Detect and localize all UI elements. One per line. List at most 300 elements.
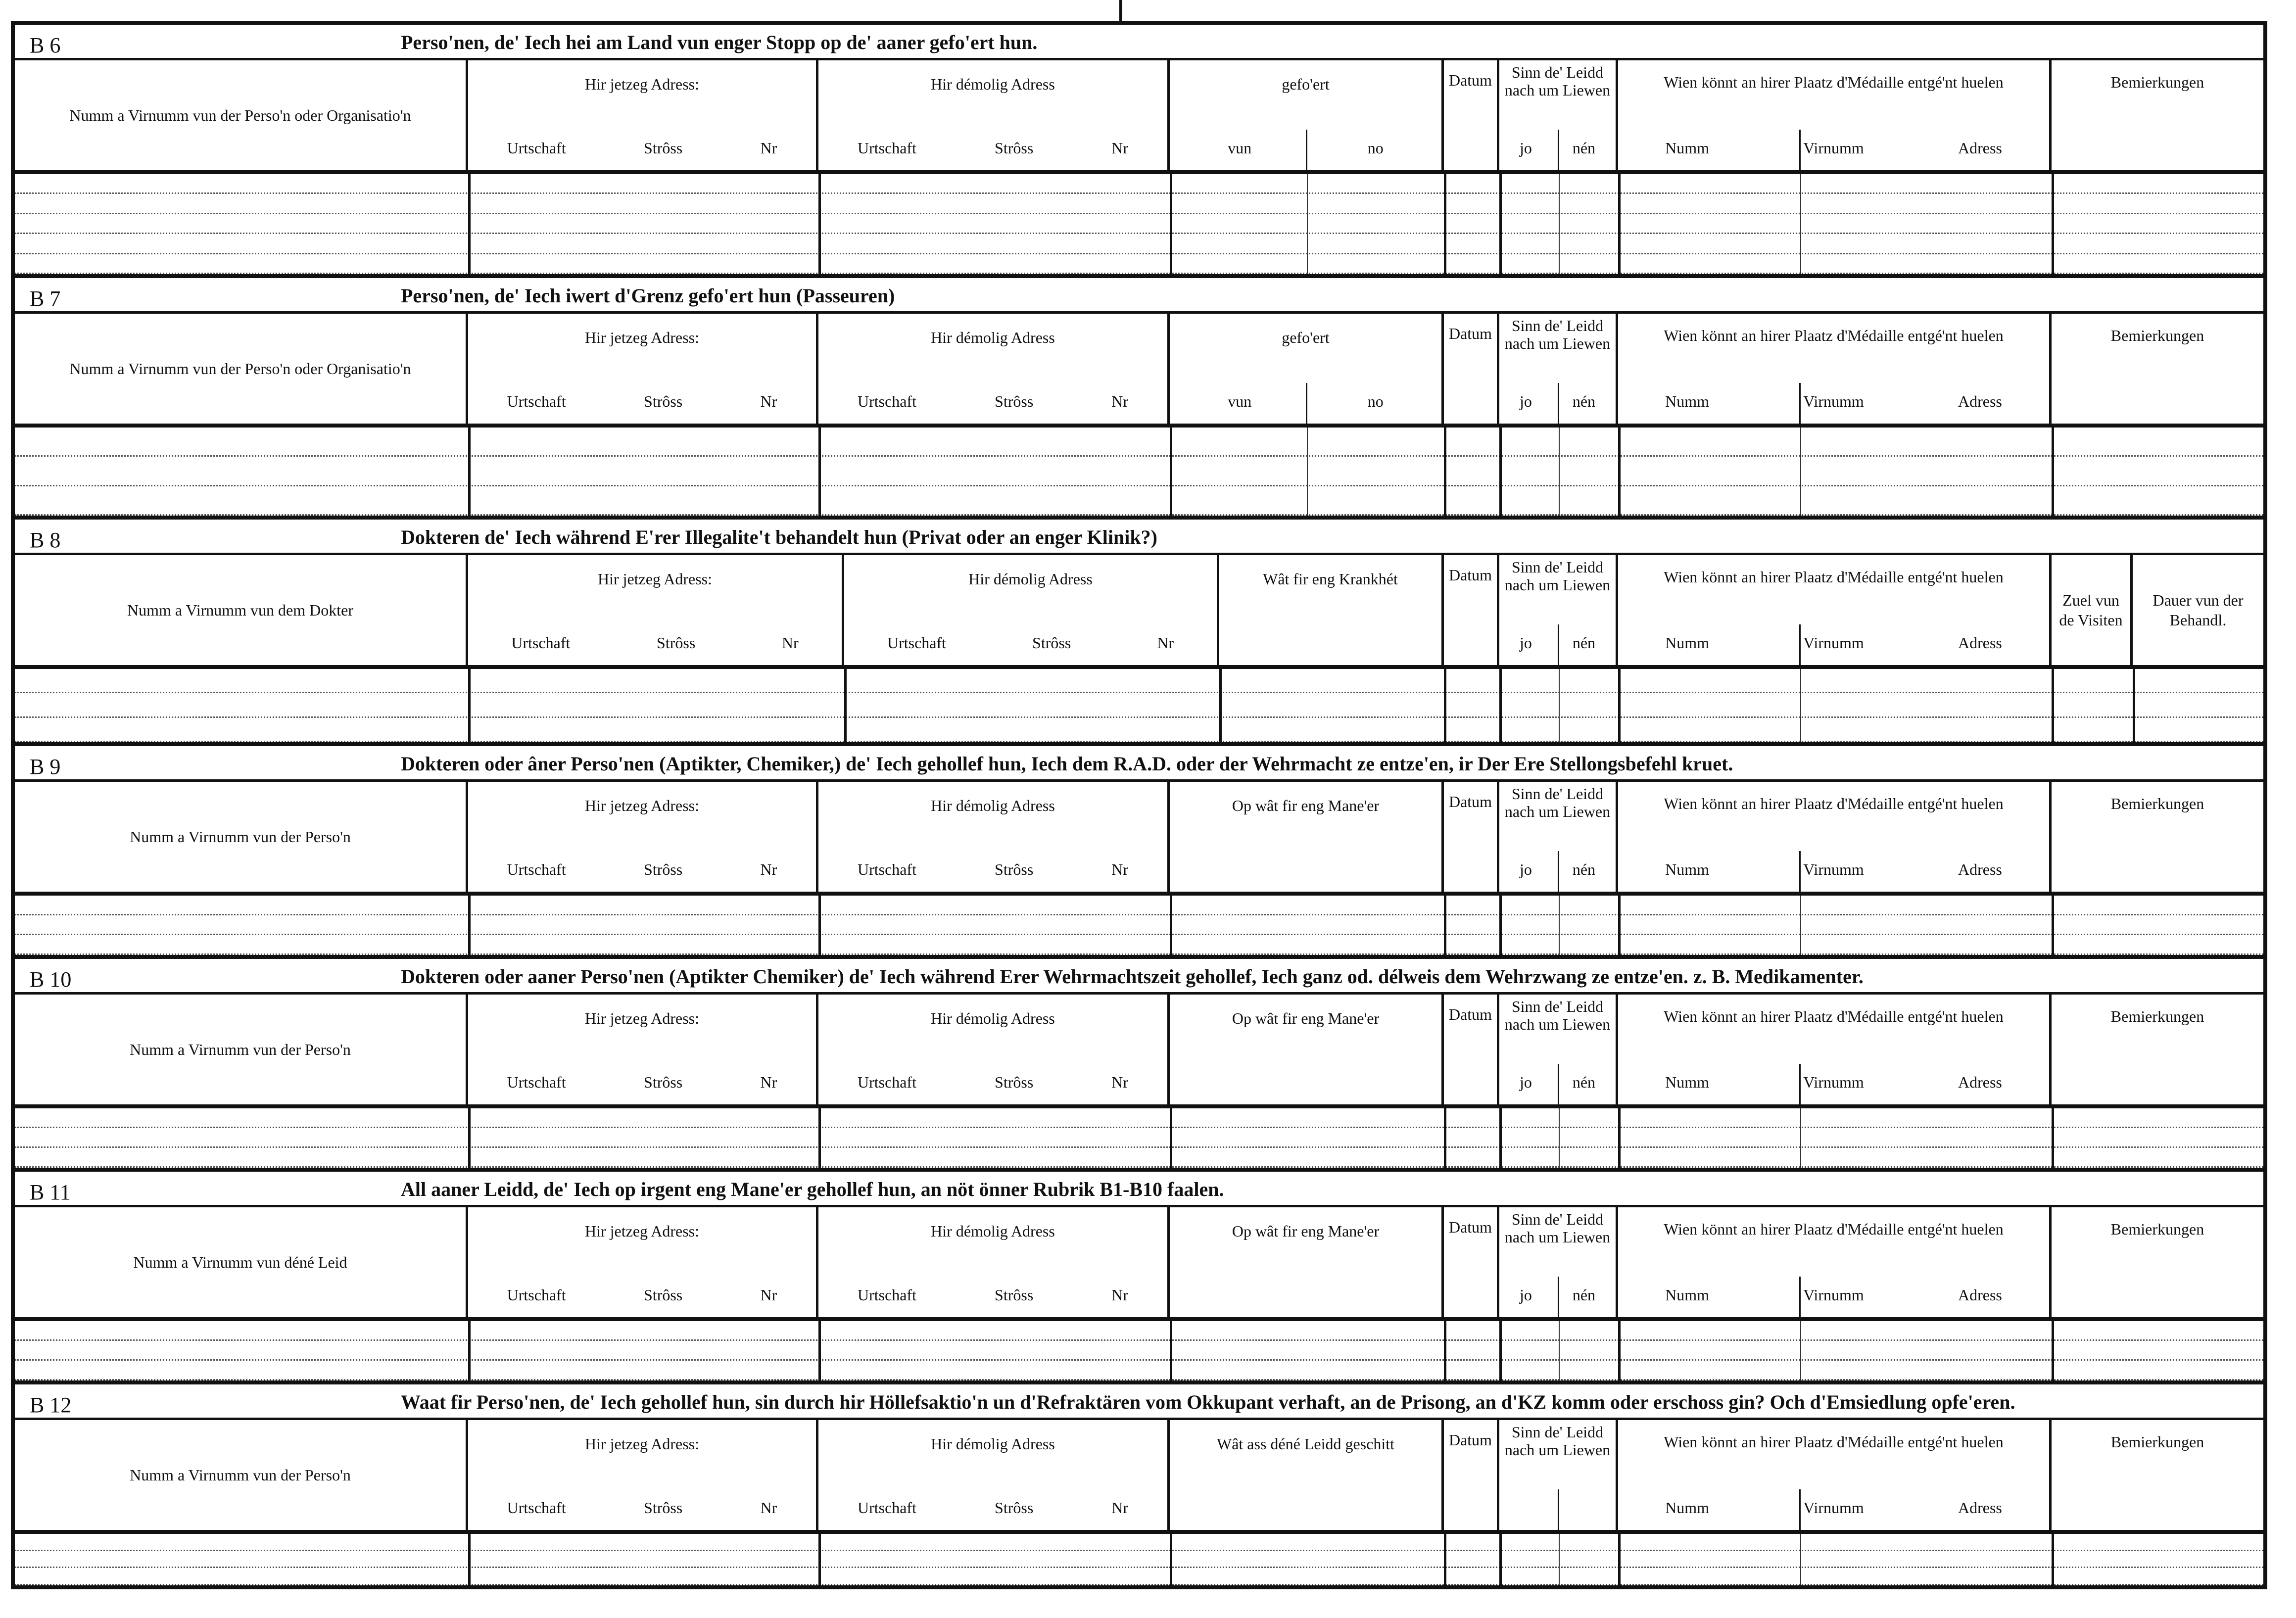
header-cell-medal (1618, 60, 2052, 170)
name-column-label: Numm a Virnumm vun der Perso'n oder Organisatio'n (69, 360, 411, 378)
address-subheader: Nr (1111, 1073, 1128, 1091)
column-divider (1444, 174, 1446, 274)
name-column-label: Numm a Virnumm vun der Perso'n (130, 1466, 351, 1484)
address-subheaders (468, 634, 842, 652)
address-subheader: Urtschaft (857, 392, 917, 410)
entry-line[interactable] (15, 1148, 2263, 1168)
column-divider (1444, 896, 1446, 955)
column-divider (468, 1534, 471, 1585)
medal-subheader: Adress (1958, 139, 2002, 157)
entry-line[interactable] (15, 1128, 2263, 1148)
address-subheaders (468, 1499, 816, 1517)
header-cell-former (844, 555, 1219, 665)
entry-line[interactable] (15, 428, 2263, 457)
header-cell-date (1444, 555, 1499, 665)
header-cell-name (15, 1207, 468, 1317)
column-divider (1170, 896, 1172, 955)
header-rule (15, 170, 2263, 174)
column-divider (1499, 174, 1502, 274)
top-fold-mark (1119, 0, 1122, 21)
column-divider (1444, 1108, 1446, 1168)
column-divider (1618, 1534, 1621, 1585)
entry-line[interactable] (15, 234, 2263, 254)
address-subheader: Strôss (995, 392, 1034, 410)
address-subheaders (468, 860, 816, 879)
medal-subheaders (1618, 634, 2049, 652)
column-divider (2052, 428, 2054, 516)
entry-line[interactable] (15, 669, 2263, 693)
address-subheader: Nr (1111, 392, 1128, 410)
column-divider (2052, 1108, 2054, 1168)
address-subheader: Strôss (644, 1286, 683, 1304)
address-subheader: Nr (1111, 860, 1128, 878)
address-subheader: Strôss (995, 139, 1034, 157)
address-subheader: Urtschaft (857, 139, 917, 157)
address-subheader: Strôss (657, 634, 696, 652)
former-address-label: Hir démolig Adress (931, 75, 1055, 93)
header-cell-former (818, 995, 1170, 1104)
alive-label: Sinn de' Leidd nach um Liewen (1504, 1210, 1611, 1246)
subcolumn-divider (1559, 669, 1560, 742)
subcolumn-divider (1800, 428, 1801, 516)
form-section-b9 (15, 746, 2263, 959)
address-subheader: Strôss (1032, 634, 1071, 652)
medal-subheader: Numm (1665, 392, 1709, 410)
address-subheader: Strôss (644, 139, 683, 157)
subcolumn-divider (1559, 1321, 1560, 1380)
header-cell-current (468, 314, 818, 424)
date-label: Datum (1448, 1218, 1492, 1236)
column-divider (1170, 428, 1172, 516)
medal-subheader: Numm (1665, 139, 1709, 157)
section-entry-area (15, 896, 2263, 955)
medal-subdivider (1799, 130, 1801, 170)
address-subheader: Urtschaft (887, 634, 947, 652)
section-title: Dokteren oder âner Perso'nen (Aptikter, Chemiker,) de' Iech gehollef hun, Iech dem R.A.D. oder der Wehrmacht ze entze'en, ir Der Ere Stellongsbefehl kruet. (401, 753, 1733, 775)
header-cell-alive (1499, 314, 1618, 424)
column-divider (1170, 1534, 1172, 1585)
section-header-row (15, 60, 2263, 170)
column-divider (1444, 1534, 1446, 1585)
address-subheaders (818, 392, 1167, 411)
header-cell-alive (1499, 1420, 1618, 1530)
section-entry-area (15, 669, 2263, 742)
address-subheader: Urtschaft (857, 1073, 917, 1091)
header-cell-col5 (1170, 1420, 1444, 1530)
medal-subheader: Numm (1665, 860, 1709, 878)
address-subheader: Strôss (644, 860, 683, 878)
section-title-bar (15, 959, 2263, 995)
header-rule (15, 424, 2263, 428)
address-subheader: Nr (1111, 1499, 1128, 1517)
remarks-label: Bemierkungen (2110, 1433, 2204, 1451)
medal-subheader: Adress (1958, 1073, 2002, 1091)
alive-subdivider (1558, 1489, 1559, 1530)
entry-line[interactable] (15, 194, 2263, 214)
alive-subdivider (1558, 130, 1559, 170)
medal-subheader: Adress (1958, 634, 2002, 652)
address-subheader: Strôss (644, 1073, 683, 1091)
medal-subheader: Virnumm (1803, 392, 1864, 410)
section-header-row (15, 1420, 2263, 1530)
subcolumn-divider (1307, 428, 1308, 516)
column-divider (1499, 669, 1502, 742)
address-subheaders (468, 1073, 816, 1092)
alive-subheader: nén (1572, 392, 1596, 410)
header-cell-former (818, 1420, 1170, 1530)
header-rule (15, 892, 2263, 896)
column-label: gefo'ert (1282, 329, 1330, 346)
section-bottom-rule (15, 516, 2263, 520)
address-subheaders (844, 634, 1217, 652)
column-label: Wât ass déné Leidd geschitt (1217, 1435, 1394, 1453)
form-section-b7 (15, 278, 2263, 520)
subcolumn-divider (1559, 174, 1560, 274)
alive-subheader: jo (1519, 139, 1532, 157)
current-address-label: Hir jetzeg Adress: (584, 75, 700, 93)
column-label: Wât fir eng Krankhét (1263, 570, 1398, 588)
address-subheaders (468, 1286, 816, 1304)
entry-line[interactable] (15, 486, 2263, 516)
date-label: Datum (1448, 325, 1492, 342)
remarks-label: Bemierkungen (2110, 1220, 2204, 1238)
questionnaire-form (11, 21, 2267, 1589)
address-subheader: Strôss (995, 1073, 1034, 1091)
subcolumn-divider (1559, 1108, 1560, 1168)
header-cell-name (15, 1420, 468, 1530)
header-cell-remarks (2052, 314, 2263, 424)
medal-subheader: Numm (1665, 1286, 1709, 1304)
entry-line[interactable] (15, 1568, 2263, 1585)
section-code: B 9 (30, 755, 61, 779)
entry-line[interactable] (15, 896, 2263, 915)
column-subheader: vun (1228, 139, 1252, 157)
column-divider (1170, 1321, 1172, 1380)
date-label: Datum (1448, 793, 1492, 810)
header-cell-former (818, 782, 1170, 892)
header-cell-remarks (2052, 995, 2263, 1104)
address-subheader: Strôss (995, 1286, 1034, 1304)
column-divider (1499, 1321, 1502, 1380)
alive-subdivider (1558, 1064, 1559, 1104)
header-cell-current (468, 1207, 818, 1317)
current-address-label: Hir jetzeg Adress: (584, 329, 700, 346)
medal-subheader: Virnumm (1803, 860, 1864, 878)
header-cell-current (468, 995, 818, 1104)
address-subheaders (818, 1073, 1167, 1092)
entry-line[interactable] (15, 718, 2263, 742)
entry-line[interactable] (15, 1534, 2263, 1551)
alive-subheader: jo (1519, 634, 1532, 652)
section-title: All aaner Leidd, de' Iech op irgent eng Mane'er gehollef hun, an nöt önner Rubrik B1-B10 faalen. (401, 1178, 1224, 1200)
column-divider (1618, 896, 1621, 955)
entry-line[interactable] (15, 693, 2263, 717)
alive-label: Sinn de' Leidd nach um Liewen (1504, 63, 1611, 99)
alive-subdivider (1558, 624, 1559, 665)
address-subheader: Urtschaft (507, 1286, 566, 1304)
alive-subdivider (1558, 851, 1559, 892)
address-subheaders (818, 1286, 1167, 1304)
column-divider (1499, 1534, 1502, 1585)
former-address-label: Hir démolig Adress (931, 797, 1055, 814)
medal-subdivider (1799, 851, 1801, 892)
header-rule (15, 1317, 2263, 1321)
address-subheader: Strôss (644, 1499, 683, 1517)
section-title: Perso'nen, de' Iech hei am Land vun enger Stopp op de' aaner gefo'ert hun. (401, 31, 1038, 53)
medal-subheader: Adress (1958, 1499, 2002, 1517)
alive-subheader: jo (1519, 392, 1532, 410)
medal-label: Wien könnt an hirer Plaatz d'Médaille entgé'nt huelen (1664, 327, 2004, 344)
entry-line[interactable] (15, 174, 2263, 194)
header-cell-remarks (2052, 1207, 2263, 1317)
entry-line[interactable] (15, 254, 2263, 274)
header-cell-medal (1618, 995, 2052, 1104)
medal-subheader: Virnumm (1803, 1499, 1864, 1517)
medal-label: Wien könnt an hirer Plaatz d'Médaille entgé'nt huelen (1664, 73, 2004, 91)
header-cell-former (818, 60, 1170, 170)
alive-subheader: jo (1519, 1286, 1532, 1304)
medal-subheader: Virnumm (1803, 139, 1864, 157)
column-divider (2052, 1534, 2054, 1585)
column-divider (818, 1108, 821, 1168)
section-code: B 6 (30, 33, 61, 57)
subcolumn-divider (1559, 896, 1560, 955)
address-subheader: Nr (1111, 139, 1128, 157)
name-column-label: Numm a Virnumm vun der Perso'n (130, 828, 351, 846)
alive-subheader: nén (1572, 1286, 1596, 1304)
column-divider (1444, 669, 1446, 742)
address-subheader: Strôss (995, 1499, 1034, 1517)
address-subheader: Nr (1157, 634, 1174, 652)
address-subheader: Urtschaft (857, 1499, 917, 1517)
column-label: Op wât fir eng Mane'er (1232, 1222, 1380, 1240)
subcolumn-divider (1800, 1108, 1801, 1168)
medal-subheader: Adress (1958, 860, 2002, 878)
alive-label: Sinn de' Leidd nach um Liewen (1504, 558, 1611, 594)
header-cell-alive (1499, 555, 1618, 665)
section-entry-area (15, 1534, 2263, 1585)
address-subheader: Nr (1111, 1286, 1128, 1304)
section-code: B 7 (30, 286, 61, 311)
medal-subheader: Adress (1958, 1286, 2002, 1304)
column-divider (818, 428, 821, 516)
remarks-label: Bemierkungen (2110, 1007, 2204, 1025)
medal-subheaders (1618, 1499, 2049, 1517)
address-subheader: Nr (760, 1073, 777, 1091)
section-title-bar (15, 25, 2263, 60)
entry-line[interactable] (15, 1341, 2263, 1361)
section-title: Dokteren oder aaner Perso'nen (Aptikter Chemiker) de' Iech während Erer Wehrmachtszeit gehollef, Iech ganz od. délweis dem Wehrzwang ze entze'en. z. B. Medikamenter. (401, 965, 1864, 988)
header-cell-current (468, 555, 844, 665)
current-address-label: Hir jetzeg Adress: (584, 1222, 700, 1240)
column-divider (2052, 174, 2054, 274)
section-bottom-rule (15, 955, 2263, 959)
header-cell-medal (1618, 314, 2052, 424)
medal-subdivider (1799, 624, 1801, 665)
medal-subheader: Virnumm (1803, 1286, 1864, 1304)
address-subheaders (818, 860, 1167, 879)
column-divider (1219, 669, 1222, 742)
header-rule (15, 1104, 2263, 1108)
header-cell-alive (1499, 60, 1618, 170)
column-label: Op wât fir eng Mane'er (1232, 1009, 1380, 1027)
column-divider (818, 1534, 821, 1585)
entry-line[interactable] (15, 1108, 2263, 1128)
name-column-label: Numm a Virnumm vun déné Leid (133, 1253, 347, 1271)
section-header-row (15, 995, 2263, 1104)
medal-subdivider (1799, 1277, 1801, 1317)
header-cell-medal (1618, 555, 2052, 665)
address-subheader: Strôss (644, 392, 683, 410)
former-address-label: Hir démolig Adress (931, 1222, 1055, 1240)
alive-subheader: jo (1519, 860, 1532, 878)
subcolumn-divider (1800, 1534, 1801, 1585)
header-cell-name (15, 314, 468, 424)
entry-line[interactable] (15, 1551, 2263, 1569)
section-title: Waat fir Perso'nen, de' Iech gehollef hun, sin durch hir Höllefsaktio'n un d'Refraktären vom Okkupant verhaft, an de Prisong, an d'KZ komm oder erschoss gin? Och d'Emsiedlung opfe'eren. (401, 1391, 2015, 1413)
column-label: gefo'ert (1282, 75, 1330, 93)
column-divider (844, 669, 847, 742)
alive-subheader: jo (1519, 1073, 1532, 1091)
address-subheaders (468, 392, 816, 411)
form-section-b8 (15, 520, 2263, 746)
remarks-label: Bemierkungen (2110, 795, 2204, 812)
medal-label: Wien könnt an hirer Plaatz d'Médaille entgé'nt huelen (1664, 795, 2004, 812)
subcolumn-divider (1559, 428, 1560, 516)
address-subheader: Nr (760, 1286, 777, 1304)
section-title-bar (15, 520, 2263, 555)
form-section-b6 (15, 25, 2263, 278)
alive-subdivider (1558, 383, 1559, 424)
medal-subheader: Virnumm (1803, 1073, 1864, 1091)
entry-line[interactable] (15, 915, 2263, 935)
header-cell-former (818, 1207, 1170, 1317)
date-label: Datum (1448, 1431, 1492, 1449)
medal-subheader: Numm (1665, 1073, 1709, 1091)
address-subheader: Urtschaft (507, 1073, 566, 1091)
medal-label: Wien könnt an hirer Plaatz d'Médaille entgé'nt huelen (1664, 1007, 2004, 1025)
entry-line[interactable] (15, 1361, 2263, 1380)
header-cell-col5 (1170, 314, 1444, 424)
alive-subdivider (1558, 1277, 1559, 1317)
column-divider (818, 1321, 821, 1380)
column-subheader: no (1367, 392, 1384, 410)
section-title-bar (15, 1384, 2263, 1420)
section-title-bar (15, 746, 2263, 782)
address-subheader: Nr (781, 634, 799, 652)
header-cell-remarks (2052, 1420, 2263, 1530)
header-cell-alive (1499, 995, 1618, 1104)
header-cell-col5 (1219, 555, 1444, 665)
subcolumn-divider (1559, 1534, 1560, 1585)
alive-label: Sinn de' Leidd nach um Liewen (1504, 785, 1611, 820)
section-entry-area (15, 1108, 2263, 1168)
column-divider (1618, 174, 1621, 274)
header-cell-medal (1618, 1420, 2052, 1530)
entry-line[interactable] (15, 214, 2263, 234)
column-divider (1444, 1321, 1446, 1380)
header-cell-col5 (1170, 995, 1444, 1104)
name-column-label: Numm a Virnumm vun der Perso'n (130, 1041, 351, 1058)
column-divider (818, 174, 821, 274)
section-code: B 8 (30, 528, 61, 552)
address-subheader: Urtschaft (857, 1286, 917, 1304)
date-label: Datum (1448, 71, 1492, 89)
current-address-label: Hir jetzeg Adress: (597, 570, 713, 588)
address-subheader: Urtschaft (857, 860, 917, 878)
header-cell-name (15, 60, 468, 170)
section-entry-area (15, 174, 2263, 274)
section-title: Dokteren de' Iech während E'rer Illegalite't behandelt hun (Privat oder an enger Klinik?) (401, 526, 1157, 548)
subcolumn-divider (1800, 669, 1801, 742)
section-header-row (15, 555, 2263, 665)
remarks-label: Bemierkungen (2110, 327, 2204, 344)
medal-subheader: Virnumm (1803, 634, 1864, 652)
header-cell-name (15, 782, 468, 892)
column-divider (1170, 174, 1172, 274)
alive-label: Sinn de' Leidd nach um Liewen (1504, 998, 1611, 1033)
section-code: B 10 (30, 967, 72, 992)
subcolumn-divider (1800, 174, 1801, 274)
header-cell-date (1444, 782, 1499, 892)
section-entry-area (15, 1321, 2263, 1380)
medal-subheaders (1618, 392, 2049, 411)
alive-label: Sinn de' Leidd nach um Liewen (1504, 317, 1611, 352)
header-cell-date (1444, 995, 1499, 1104)
medal-subheader: Numm (1665, 1499, 1709, 1517)
section-header-row (15, 1207, 2263, 1317)
address-subheaders (468, 139, 816, 157)
column-divider (1499, 428, 1502, 516)
column-label: Op wât fir eng Mane'er (1232, 797, 1380, 814)
medal-subheaders (1618, 1286, 2049, 1304)
address-subheaders (818, 1499, 1167, 1517)
name-column-label: Numm a Virnumm vun der Perso'n oder Organisatio'n (69, 106, 411, 124)
column-divider (468, 669, 471, 742)
alive-subheader: nén (1572, 139, 1596, 157)
column-subheader: no (1367, 139, 1384, 157)
name-column-label: Numm a Virnumm vun dem Dokter (127, 601, 353, 619)
header-cell-current (468, 1420, 818, 1530)
address-subheader: Strôss (995, 860, 1034, 878)
entry-line[interactable] (15, 457, 2263, 486)
header-cell-former (818, 314, 1170, 424)
column-divider (468, 174, 471, 274)
alive-subheader: nén (1572, 634, 1596, 652)
section-entry-area (15, 428, 2263, 516)
header-rule (15, 1530, 2263, 1534)
extra1-label: Zuel vun de Visiten (2059, 591, 2123, 629)
column-divider (1499, 1108, 1502, 1168)
header-cell-name (15, 555, 468, 665)
medal-label: Wien könnt an hirer Plaatz d'Médaille entgé'nt huelen (1664, 1220, 2004, 1238)
column-divider (1618, 669, 1621, 742)
entry-line[interactable] (15, 935, 2263, 955)
header-cell-date (1444, 1420, 1499, 1530)
extra2-label: Dauer vun der Behandl. (2152, 591, 2244, 629)
medal-label: Wien könnt an hirer Plaatz d'Médaille entgé'nt huelen (1664, 1433, 2004, 1451)
section-bottom-rule (15, 274, 2263, 278)
header-cell-col5 (1170, 1207, 1444, 1317)
entry-line[interactable] (15, 1321, 2263, 1341)
former-address-label: Hir démolig Adress (968, 570, 1093, 588)
form-section-b11 (15, 1172, 2263, 1384)
medal-subheader: Adress (1958, 392, 2002, 410)
form-section-b10 (15, 959, 2263, 1172)
section-title-bar (15, 1172, 2263, 1207)
header-cell-remarks (2052, 60, 2263, 170)
medal-subdivider (1799, 383, 1801, 424)
